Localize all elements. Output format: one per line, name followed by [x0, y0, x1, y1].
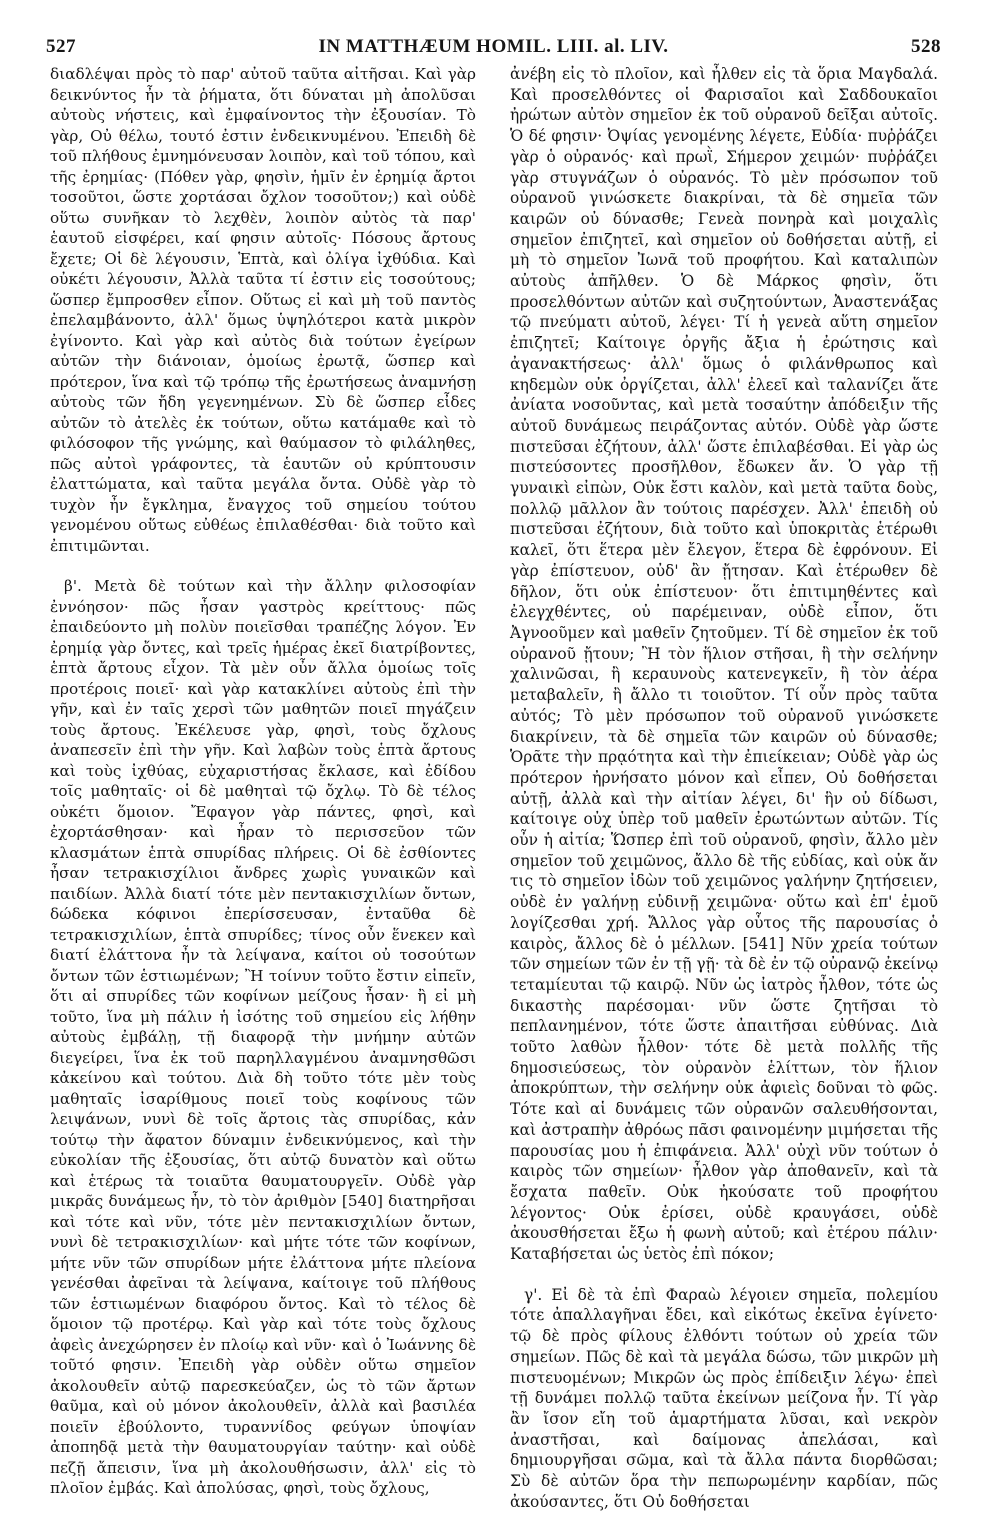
- page-number-right: 528: [911, 36, 941, 57]
- left-paragraph-continued: διαδλέψαι πρὸς τὸ παρ' αὐτοῦ ταῦτα αἰτῆσαι. Καὶ γὰρ δεικνύντος ἦν τὰ ῥήματα, ὅτι δύναται μὴ ἀπολῦσαι αὐτοὺς νήστεις, καὶ ἐμφαίνοντος τὴν ἐξουσίαν. Τὸ γὰρ, Οὐ θέλω, τουτό ἐστιν ἐνδεικνυμένου. Ἐπειδὴ δὲ τοῦ πλήθους ἐμνημόνευσαν λοιπὸν, καὶ τοῦ τόπου, καὶ τῆς ἐρημίας· (Πόθεν γὰρ, φησὶν, ἡμῖν ἐν ἐρημίᾳ ἄρτοι τοσοῦτοι, ὥστε χορτάσαι ὄχλον τοσοῦτον;) καὶ οὐδὲ οὕτω συνῆκαν τὸ λεχθὲν, λοιπὸν αὐτὸς τὰ παρ' ἑαυτοῦ εἰσφέρει, καί φησιν αὐτοῖς· Πόσους ἄρτους ἔχετε; Οἱ δὲ λέγουσιν, Ἑπτὰ, καὶ ὀλίγα ἰχθύδια. Καὶ οὐκέτι λέγουσιν, Ἀλλὰ ταῦτα τί ἐστιν εἰς τοσούτους; ὥσπερ ἔμπροσθεν εἶπον. Οὕτως εἰ καὶ μὴ τοῦ παντὸς ἐπελαμβάνοντο, ἀλλ' ὅμως ὑψηλότεροι κατὰ μικρὸν ἐγίνοντο. Καὶ γὰρ καὶ αὐτὸς διὰ τούτων ἐγείρων αὐτῶν τὴν διάνοιαν, ὁμοίως ἐρωτᾷ, ὥσπερ καὶ πρότερον, ἵνα καὶ τῷ τρόπῳ τῆς ἐρωτήσεως ἀναμνήσῃ αὐτοὺς τῶν ἤδη γεγενημένων. Σὺ δὲ ὥσπερ εἶδες αὐτῶν τὸ ἀτελὲς ἐκ τούτων, οὕτω κατάμαθε καὶ τὸ φιλόσοφον τῆς γνώμης, καὶ θαύμασον τὸ φιλάληθες, πῶς αὐτοὶ γράφοντες, τὰ ἑαυτῶν οὐ κρύπτουσιν ἐλαττώματα, καὶ ταῦτα μεγάλα ὄντα. Οὐδὲ γὰρ τὸ τυχὸν ἦν ἔγκλημα, ἔναγχος τοῦ σημείου τούτου γενομένου οὕτως εὐθέως ἐπιλαθέσθαι· διὰ τοῦτο καὶ ἐπιτιμῶνται.: [50, 65, 476, 555]
- right-section-gamma: γ'. Εἰ δὲ τὰ ἐπὶ Φαραὼ λέγοιεν σημεῖα, πολεμίου τότε ἀπαλλαγῆναι ἔδει, καὶ εἰκότως ἐκεῖνα ἐγίνετο· τῷ δὲ πρὸς φίλους ἐλθόντι τούτων οὐ χρεία τῶν σημείων. Πῶς δὲ καὶ τὰ μεγάλα δώσω, τῶν μικρῶν μὴ πιστευομένων; Μικρῶν ὡς πρὸς ἐπίδειξιν λέγω· ἐπεὶ τῇ δυνάμει πολλῷ ταῦτα ἐκείνων μείζονα ἦν. Τί γὰρ ἂν ἴσον εἴη τοῦ ἁμαρτήματα λῦσαι, καὶ νεκρὸν ἀναστῆσαι, καὶ δαίμονας ἀπελάσαι, καὶ δημιουργῆσαι σῶμα, καὶ τὰ ἄλλα πάντα διορθῶσαι; Σὺ δὲ αὐτῶν ὅρα τὴν πεπωρωμένην καρδίαν, πῶς ἀκούσαντες, ὅτι Οὐ δοθήσεται: [510, 1285, 938, 1511]
- left-column: [50, 64, 476, 1499]
- running-head: [46, 36, 941, 58]
- page-number-left: 527: [46, 36, 76, 57]
- left-section-beta: β'. Μετὰ δὲ τούτων καὶ τὴν ἄλλην φιλοσοφίαν ἐννόησον· πῶς ἦσαν γαστρὸς κρείττους· πῶς ἐπαιδεύοντο μὴ πολὺν ποιεῖσθαι τραπέζης λόγον. Ἐν ἐρημίᾳ γὰρ ὄντες, καὶ τρεῖς ἡμέρας ἐκεῖ διατρίβοντες, ἑπτὰ ἄρτους εἶχον. Τὰ μὲν οὖν ἄλλα ὁμοίως τοῖς προτέροις ποιεῖ· καὶ γὰρ κατακλίνει αὐτοὺς ἐπὶ τὴν γῆν, καὶ ἐν ταῖς χερσὶ τῶν μαθητῶν ποιεῖ πηγάζειν τοὺς ἄρτους. Ἐκέλευσε γὰρ, φησὶ, τοὺς ὄχλους ἀναπεσεῖν ἐπὶ τὴν γῆν. Καὶ λαβὼν τοὺς ἑπτὰ ἄρτους καὶ τοὺς ἰχθύας, εὐχαριστήσας ἔκλασε, καὶ ἐδίδου τοῖς μαθηταῖς· οἱ δὲ μαθηταὶ τῷ ὄχλῳ. Τὸ δὲ τέλος οὐκέτι ὅμοιον. Ἔφαγον γὰρ πάντες, φησὶ, καὶ ἐχορτάσθησαν· καὶ ἦραν τὸ περισσεῦον τῶν κλασμάτων ἑπτὰ σπυρίδας πλήρεις. Οἱ δὲ ἐσθίοντες ἦσαν τετρακισχίλιοι ἄνδρες χωρὶς γυναικῶν καὶ παιδίων. Ἀλλὰ διατί τότε μὲν πεντακισχιλίων ὄντων, δώδεκα κόφινοι ἐπερίσσευσαν, ἐνταῦθα δὲ τετρακισχιλίων, ἑπτὰ σπυρίδες; τίνος οὖν ἕνεκεν καὶ διατί ἐλάττονα ἦν τὰ λείψανα, καίτοι οὐ τοσούτων ὄντων τῶν ἑστιωμένων; Ἢ τοίνυν τοῦτο ἔστιν εἰπεῖν, ὅτι αἱ σπυρίδες τῶν κοφίνων μείζους ἦσαν· ἢ εἰ μὴ τοῦτο, ἵνα μὴ πάλιν ἡ ἰσότης τοῦ σημείου εἰς λήθην αὐτοὺς ἐμβάλῃ, τῇ διαφορᾷ τὴν μνήμην αὐτῶν διεγείρει, ἵνα ἐκ τοῦ παρηλλαγμένου ἀναμνησθῶσι κἀκείνου καὶ τούτου. Διὰ δὴ τοῦτο τότε μὲν τοὺς μαθηταῖς ἰσαρίθμους ποιεῖ τοὺς κοφίνους τῶν λειψάνων, νυνὶ δὲ τοῖς ἄρτοις τὰς σπυρίδας, κἀν τούτῳ τὴν ἄφατον δύναμιν ἐνδεικνύμενος, καὶ τὴν εὐκολίαν τῆς ἐξουσίας, ὅτι αὐτῷ δυνατὸν καὶ οὕτω καὶ ἑτέρως τὰ τοιαῦτα θαυματουργεῖν. Οὐδὲ γὰρ μικρᾶς δυνάμεως ἦν, τὸ τὸν ἀριθμὸν [540] διατηρῆσαι καὶ τότε καὶ νῦν, τότε μὲν πεντακισχιλίων ὄντων, νυνὶ δὲ τετρακισχιλίων· καὶ μήτε τότε τῶν κοφίνων, μήτε νῦν τῶν σπυρίδων μήτε ἐλάττονα μήτε πλείονα γενέσθαι ἀφεῖναι τὰ λείψανα, καίτοιγε τοῦ πλήθους τῶν ἑστιωμένων διαφόρου ὄντος. Καὶ τὸ τέλος δὲ ὅμοιον τῷ προτέρῳ. Καὶ γὰρ καὶ τότε τοὺς ὄχλους ἀφεὶς ἀνεχώρησεν ἐν πλοίῳ καὶ νῦν· καὶ ὁ Ἰωάννης δὲ τοῦτό φησιν. Ἐπειδὴ γὰρ οὐδὲν οὕτω σημεῖον ἀκολουθεῖν αὐτῷ παρεσκεύαζεν, ὡς τὸ τῶν ἄρτων θαῦμα, καὶ οὐ μόνον ἀκολουθεῖν, ἀλλὰ καὶ βασιλέα ποιεῖν ἐβούλοντο, τυραννίδος φεύγων ὑποψίαν ἀποπηδᾷ μετὰ τὴν θαυματουργίαν ταύτην· καὶ οὐδὲ πεζῇ ἄπεισιν, ἵνα μὴ ἀκολουθήσωσιν, ἀλλ' εἰς τὸ πλοῖον ἐμβάς. Καὶ ἀπολύσας, φησὶ, τοὺς ὄχλους,: [50, 577, 476, 1497]
- column-gutter: [492, 64, 493, 1524]
- right-column: [510, 64, 938, 1513]
- running-title: IN MATTHÆUM HOMIL. LIII. al. LIV.: [318, 36, 669, 57]
- right-paragraph-continued: ἀνέβη εἰς τὸ πλοῖον, καὶ ἦλθεν εἰς τὰ ὅρια Μαγδαλά. Καὶ προσελθόντες οἱ Φαρισαῖοι καὶ Σαδδουκαῖοι ἠρώτων αὐτὸν σημεῖον ἐκ τοῦ οὐρανοῦ δεῖξαι αὐτοῖς. Ὁ δέ φησιν· Ὀψίας γενομένης λέγετε, Εὐδία· πυῤῥάζει γὰρ ὁ οὐρανός· καὶ πρωῒ, Σήμερον χειμών· πυῤῥάζει γὰρ στυγνάζων ὁ οὐρανός. Τὸ μὲν πρόσωπον τοῦ οὐρανοῦ γινώσκετε διακρίναι, τὰ δὲ σημεῖα τῶν καιρῶν οὐ δύνασθε; Γενεὰ πονηρὰ καὶ μοιχαλὶς σημεῖον ἐπιζητεῖ, καὶ σημεῖον οὐ δοθήσεται αὐτῇ, εἰ μὴ τὸ σημεῖον Ἰωνᾶ τοῦ προφήτου. Καὶ καταλιπὼν αὐτοὺς ἀπῆλθεν. Ὁ δὲ Μάρκος φησὶν, ὅτι προσελθόντων αὐτῶν καὶ συζητούντων, Ἀναστενάξας τῷ πνεύματι αὐτοῦ, λέγει· Τί ἡ γενεὰ αὕτη σημεῖον ἐπιζητεῖ; Καίτοιγε ὀργῆς ἄξια ἡ ἐρώτησις καὶ ἀγανακτήσεως· ἀλλ' ὅμως ὁ φιλάνθρωπος καὶ κηδεμὼν οὐκ ὀργίζεται, ἀλλ' ἐλεεῖ καὶ ταλανίζει ἅτε ἀνίατα νοσοῦντας, καὶ μετὰ τοσαύτην ἀπόδειξιν τῆς αὐτοῦ δυνάμεως πειράζοντας αὐτόν. Οὐδὲ γὰρ ὥστε πιστεῦσαι ἐζήτουν, ἀλλ' ὥστε ἐπιλαβέσθαι. Εἰ γὰρ ὡς πιστεύσοντες προσῆλθον, ἔδωκεν ἄν. Ὁ γὰρ τῇ γυναικὶ εἰπὼν, Οὐκ ἔστι καλὸν, καὶ μετὰ ταῦτα δοὺς, πολλῷ μᾶλλον ἂν τούτοις παρέσχεν. Ἀλλ' ἐπειδὴ οὐ πιστεῦσαι ἐζήτουν, διὰ τοῦτο καὶ ὑποκριτὰς ἑτέρωθι καλεῖ, ὅτι ἕτερα μὲν ἔλεγον, ἕτερα δὲ ἐφρόνουν. Εἰ γὰρ ἐπίστευον, οὐδ' ἂν ᾔτησαν. Καὶ ἑτέρωθεν δὲ δῆλον, ὅτι οὐκ ἐπίστευον· ὅτι ἐπιτιμηθέντες καὶ ἐλεγχθέντες, οὐ παρέμειναν, οὐδὲ εἶπον, ὅτι Ἀγνοοῦμεν καὶ μαθεῖν ζητοῦμεν. Τί δὲ σημεῖον ἐκ τοῦ οὐρανοῦ ᾔτουν; Ἢ τὸν ἥλιον στῆσαι, ἢ τὴν σελήνην χαλινῶσαι, ἢ κεραυνοὺς κατενεγκεῖν, ἢ τὸν ἀέρα μεταβαλεῖν, ἢ ἄλλο τι τοιοῦτον. Τί οὖν πρὸς ταῦτα αὐτός; Τὸ μὲν πρόσωπον τοῦ οὐρανοῦ γινώσκετε διακρίνειν, τὰ δὲ σημεῖα τῶν καιρῶν οὐ δύνασθε; Ὁρᾶτε τὴν πρᾳότητα καὶ τὴν ἐπιείκειαν; Οὐδὲ γὰρ ὡς πρότερον ἠρνήσατο μόνον καὶ εἶπεν, Οὐ δοθήσεται αὐτῇ, ἀλλὰ καὶ τὴν αἰτίαν λέγει, δι' ἣν οὐ δίδωσι, καίτοιγε οὐχ ὑπὲρ τοῦ μαθεῖν ἐρωτώντων αὐτῶν. Τίς οὖν ἡ αἰτία; Ὥσπερ ἐπὶ τοῦ οὐρανοῦ, φησὶν, ἄλλο μὲν σημεῖον τοῦ χειμῶνος, ἄλλο δὲ τῆς εὐδίας, καὶ οὐκ ἄν τις τὸ σημεῖον ἰδὼν τοῦ χειμῶνος γαλήνην ζητήσειεν, οὐδὲ ἐν γαλήνῃ εὐδινῇ χειμῶνα· οὕτω καὶ ἐπ' ἐμοῦ λογίζεσθαι χρή. Ἄλλος γὰρ οὗτος τῆς παρουσίας ὁ καιρὸς, ἄλλος δὲ ὁ μέλλων. [541] Νῦν χρεία τούτων τῶν σημείων τῶν ἐν τῇ γῇ· τὰ δὲ ἐν τῷ οὐρανῷ ἐκείνῳ τεταμίευται τῷ καιρῷ. Νῦν ὡς ἰατρὸς ἦλθον, τότε ὡς δικαστὴς παρέσομαι· νῦν ὥστε ζητῆσαι τὸ πεπλανημένον, τότε ὥστε ἀπαιτῆσαι εὐθύνας. Διὰ τοῦτο λαθὼν ἦλθον· τότε δὲ μετὰ πολλῆς τῆς δημοσιεύσεως, τὸν οὐρανὸν ἑλίττων, τὸν ἥλιον ἀποκρύπτων, τὴν σελήνην οὐκ ἀφιεὶς δοῦναι τὸ φῶς. Τότε καὶ αἱ δυνάμεις τῶν οὐρανῶν σαλευθήσονται, καὶ ἀστραπὴν ἀθρόως πᾶσι φαινομένην μιμήσεται τῆς παρουσίας μου ἡ ἐπιφάνεια. Ἀλλ' οὐχὶ νῦν τούτων ὁ καιρὸς τῶν σημείων· ἦλθον γὰρ ἀποθανεῖν, καὶ τὰ ἔσχατα παθεῖν. Οὐκ ἠκούσατε τοῦ προφήτου λέγοντος· Οὐκ ἐρίσει, οὐδὲ κραυγάσει, οὐδὲ ἀκουσθήσεται ἔξω ἡ φωνὴ αὐτοῦ; καὶ ἑτέρου πάλιν· Καταβήσεται ὡς ὑετὸς ἐπὶ πόκον;: [510, 65, 938, 1264]
